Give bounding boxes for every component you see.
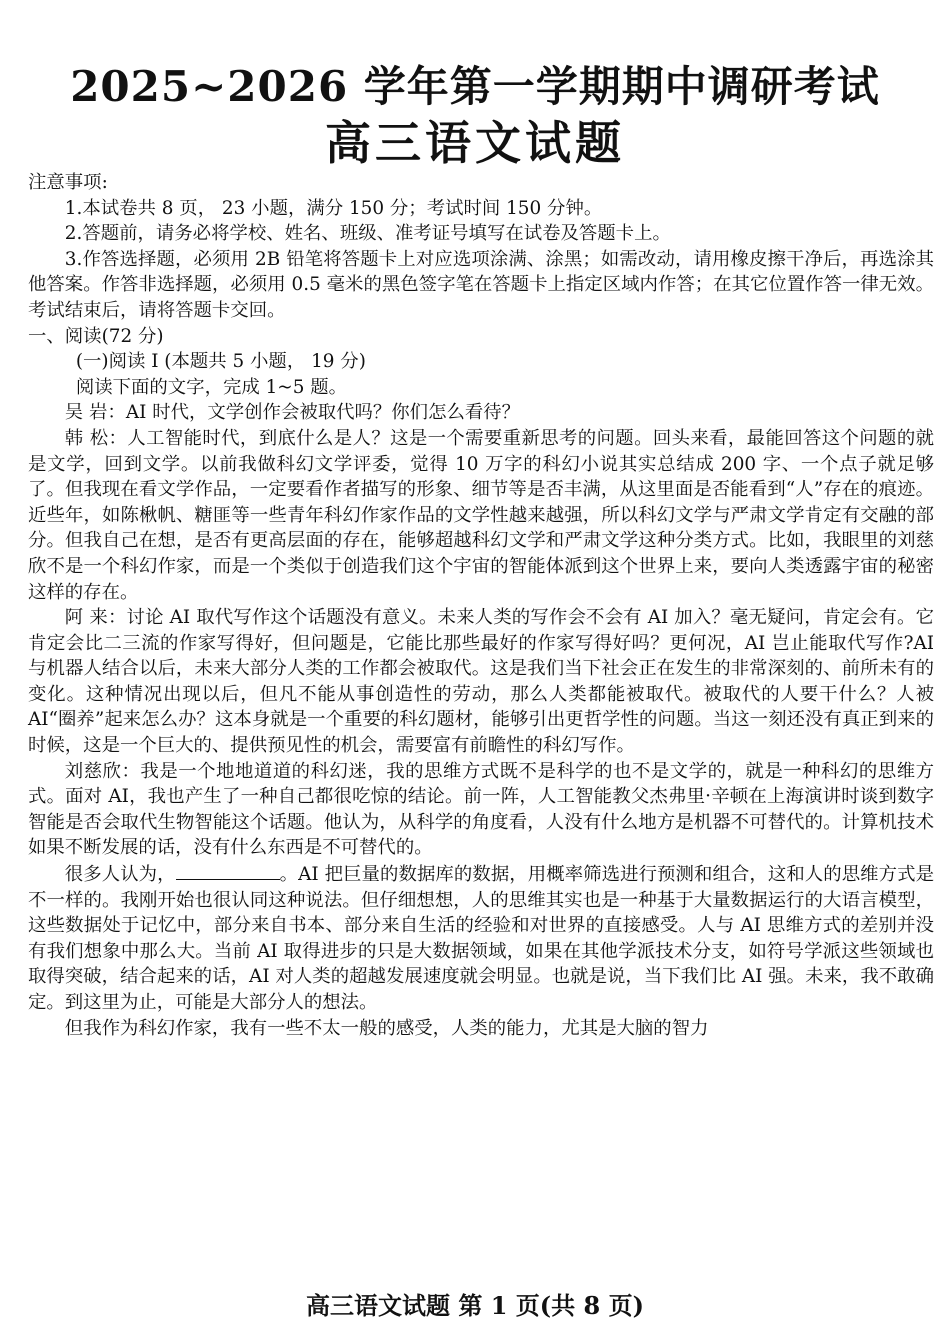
notice-heading: 注意事项:: [28, 172, 108, 193]
notice-item-3: 3.作答选择题，必须用 2B 铅笔将答题卡上对应选项涂满、涂黑；如需改动，请用橡皮擦干净后，再选涂其他答案。作答非选择题，必须用 0.5 毫米的黑色签字笔在答题卡上指定区域内作答；在其它位置作答一律无效。考试结束后，请将答题卡交回。: [28, 248, 934, 321]
subsection-heading: (一)阅读 I (本题共 5 小题， 19 分): [75, 351, 366, 373]
passage-paragraph-wu-yan: 吴 岩：AI 时代，文学创作会被取代吗？你们怎么看待？: [64, 402, 521, 424]
exam-title: 2025~2026 学年第一学期期中调研考试: [70, 62, 880, 111]
fill-in-blank: [176, 861, 280, 880]
section-heading: 一、阅读(72 分): [28, 325, 164, 347]
exam-subject-title: 高三语文试题: [325, 116, 625, 170]
passage-paragraph-han-song: 韩 松：人工智能时代，到底什么是人？这是一个需要重新思考的问题。回头来看，最能回答这个问题的就是文学，回到文学。以前我做科幻文学评委，觉得 10 万字的科幻小说其实总结成 200 字、一个点子就足够了。但我现在看文学作品，一定要看作者描写的形象、细节等是否丰满，从这里面是否能看到“人”存在的痕迹。近些年，如陈楸帆、糖匪等一些青年科幻作家作品的文学性越来越强，所以科幻文学与严肃文学肯定有交融的部分。但我自己在想，是否有更高层面的存在，能够超越科幻文学和严肃文学这种分类方式。比如，我眼里的刘慈欣不是一个科幻作家，而是一个类似于创造我们这个宇宙的智能体派到这个世界上来，要向人类透露宇宙的秘密这样的存在。: [28, 427, 934, 603]
notice-item-1: 1.本试卷共 8 页， 23 小题，满分 150 分；考试时间 150 分钟。: [64, 197, 603, 219]
notice-item-2: 2.答题前，请务必将学校、姓名、班级、准考证号填写在试卷及答题卡上。: [64, 223, 671, 245]
passage-paragraph-a-lai: 阿 来：讨论 AI 取代写作这个话题没有意义。未来人类的写作会不会有 AI 加入？毫无疑问，肯定会有。它肯定会比二三流的作家写得好，但问题是，它能比那些最好的作家写得好吗？更何况，AI 岂止能取代写作?AI 与机器人结合以后，未来大部分人类的工作都会被取代。这是我们当下社会正在发生的非常深刻的、前所未有的变化。这种情况出现以后，但凡不能从事创造性的劳动，那么人类都能被取代。被取代的人要干什么？人被 AI“圈养”起来怎么办？这本身就是一个重要的科幻题材，能够引出更哲学性的问题。当这一刻还没有真正到来的时候，这是一个巨大的、提供预见性的机会，需要富有前瞻性的科幻写作。: [28, 607, 934, 757]
passage-paragraph-with-blank: [28, 861, 934, 1016]
blank-trail-text: 。AI 把巨量的数据库的数据，用概率筛选进行预测和组合，这和人的思维方式是不一样的。我刚开始也很认同这种说法。但仔细想想，人的思维其实也是一种基于大量数据运行的大语言模型，这些数据处于记忆中，部分来自书本、部分来自生活的经验和对世界的直接感受。人与 AI 思维方式的差别并没有我们想象中那么大。当前 AI 取得进步的只是大数据领域，如果在其他学派技术分支，如符号学派这些领域也取得突破，结合起来的话，AI 对人类的超越发展速度就会明显。也就是说，当下我们比 AI 强。未来，我不敢确定。到这里为止，可能是大部分人的想法。: [28, 864, 934, 1013]
passage-paragraph-liu-cixin: 刘慈欣：我是一个地地道道的科幻迷，我的思维方式既不是科学的也不是文学的，就是一种科幻的思维方式。面对 AI，我也产生了一种自己都很吃惊的结论。前一阵，人工智能教父杰弗里·辛顿在上海演讲时谈到数字智能是否会取代生物智能这个话题。他认为，从科学的角度看，人没有什么地方是机器不可替代的。计算机技术如果不断发展的话，没有什么东西是不可替代的。: [28, 760, 934, 859]
exam-body: [28, 170, 934, 1041]
passage-paragraph-final: 但我作为科幻作家，我有一些不太一般的感受，人类的能力，尤其是大脑的智力: [64, 1017, 709, 1039]
page-footer: 高三语文试题 第 1 页(共 8 页): [306, 1291, 644, 1320]
reading-instruction: 阅读下面的文字，完成 1~5 题。: [75, 376, 348, 398]
blank-lead-text: 很多人认为，: [64, 864, 176, 886]
